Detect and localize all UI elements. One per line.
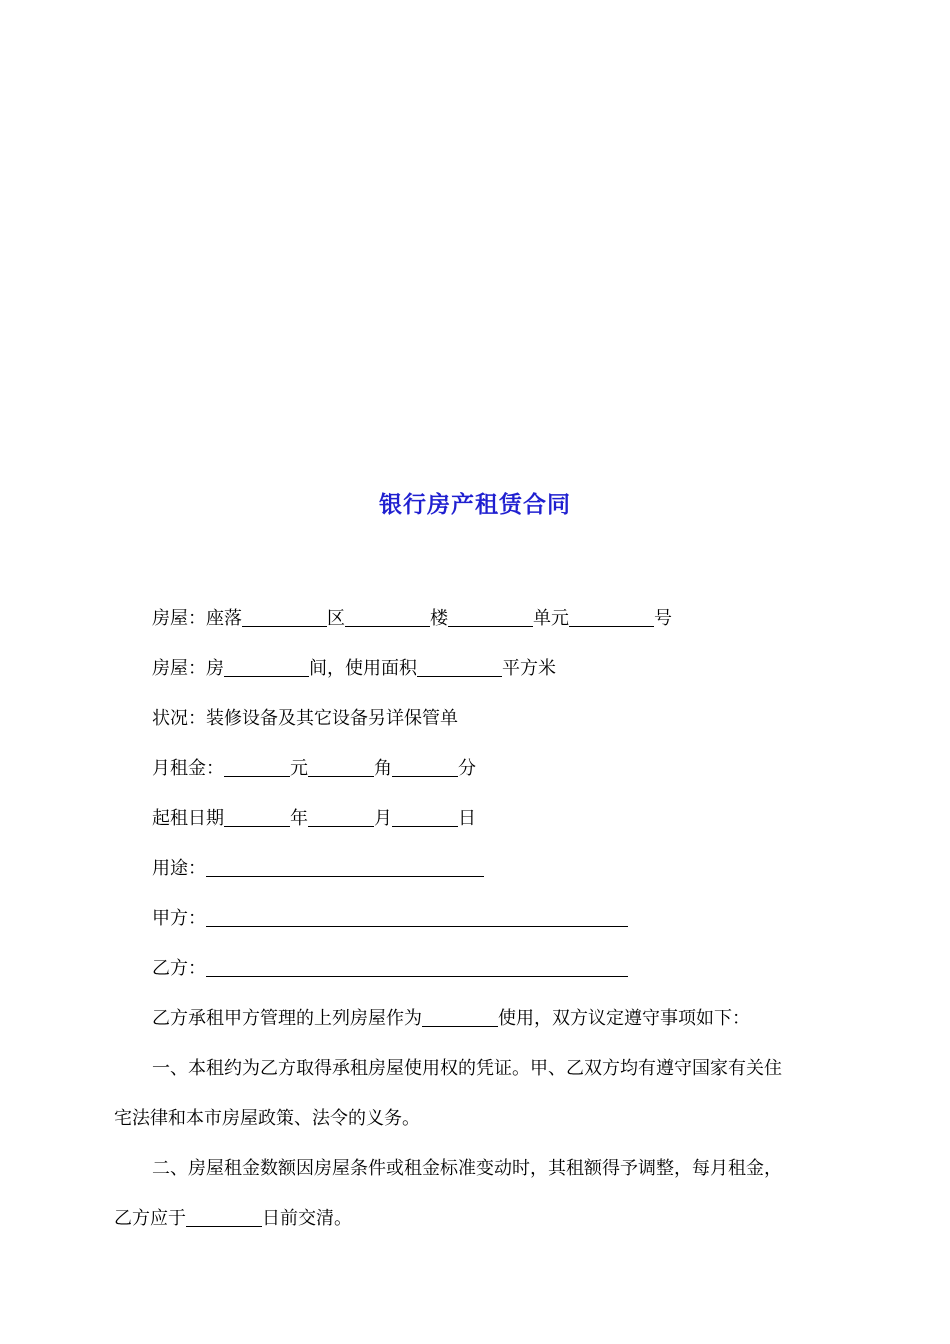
blank-purpose[interactable] (206, 858, 484, 877)
field-party-a (152, 906, 628, 932)
label-year: 年 (290, 808, 308, 829)
label-party-b: 乙方： (152, 958, 206, 979)
label-jiao: 角 (374, 758, 392, 779)
blank-month[interactable] (308, 808, 374, 827)
label-party-a: 甲方： (152, 908, 206, 929)
blank-building[interactable] (345, 608, 430, 627)
intro-text-a: 乙方承租甲方管理的上列房屋作为 (152, 1008, 422, 1029)
blank-pay-day[interactable] (186, 1208, 262, 1227)
label-unit: 单元 (533, 608, 569, 629)
label-rooms: 房屋：房 (152, 658, 224, 679)
clause-2-text-b: 日前交清。 (262, 1208, 352, 1229)
blank-area[interactable] (417, 658, 502, 677)
label-building: 楼 (430, 608, 448, 629)
label-sqm: 平方米 (502, 658, 556, 679)
field-rent (152, 756, 476, 782)
label-month: 月 (374, 808, 392, 829)
field-location (152, 606, 672, 632)
blank-use[interactable] (422, 1008, 498, 1027)
paragraph-intro (152, 1006, 750, 1032)
blank-year[interactable] (224, 808, 290, 827)
label-yuan: 元 (290, 758, 308, 779)
label-purpose: 用途： (152, 858, 206, 879)
label-area: 间，使用面积 (309, 658, 417, 679)
field-start-date (152, 806, 476, 832)
label-fen: 分 (458, 758, 476, 779)
field-condition: 状况：装修设备及其它设备另详保管单 (152, 708, 458, 729)
clause-1-line-2: 宅法律和本市房屋政策、法令的义务。 (114, 1108, 420, 1129)
clause-2-line-1: 二、房屋租金数额因房屋条件或租金标准变动时，其租额得予调整，每月租金， (152, 1158, 782, 1179)
clause-1-line-1: 一、本租约为乙方取得承租房屋使用权的凭证。甲、乙双方均有遵守国家有关住 (152, 1058, 782, 1079)
blank-number[interactable] (569, 608, 654, 627)
label-district: 区 (327, 608, 345, 629)
label-start-date: 起租日期 (152, 808, 224, 829)
blank-rooms[interactable] (224, 658, 309, 677)
blank-unit[interactable] (448, 608, 533, 627)
blank-party-a[interactable] (206, 908, 628, 927)
field-purpose (152, 856, 484, 882)
blank-day[interactable] (392, 808, 458, 827)
intro-text-b: 使用，双方议定遵守事项如下： (498, 1008, 750, 1029)
clause-2-text-a: 乙方应于 (114, 1208, 186, 1229)
blank-district[interactable] (242, 608, 327, 627)
label-number: 号 (654, 608, 672, 629)
blank-yuan[interactable] (224, 758, 290, 777)
field-rooms (152, 656, 556, 682)
document-title: 银行房产租赁合同 (379, 491, 571, 518)
label-location: 房屋：座落 (152, 608, 242, 629)
blank-fen[interactable] (392, 758, 458, 777)
label-day: 日 (458, 808, 476, 829)
label-rent: 月租金： (152, 758, 224, 779)
clause-2-line-2 (114, 1206, 352, 1232)
blank-party-b[interactable] (206, 958, 628, 977)
field-party-b (152, 956, 628, 982)
blank-jiao[interactable] (308, 758, 374, 777)
